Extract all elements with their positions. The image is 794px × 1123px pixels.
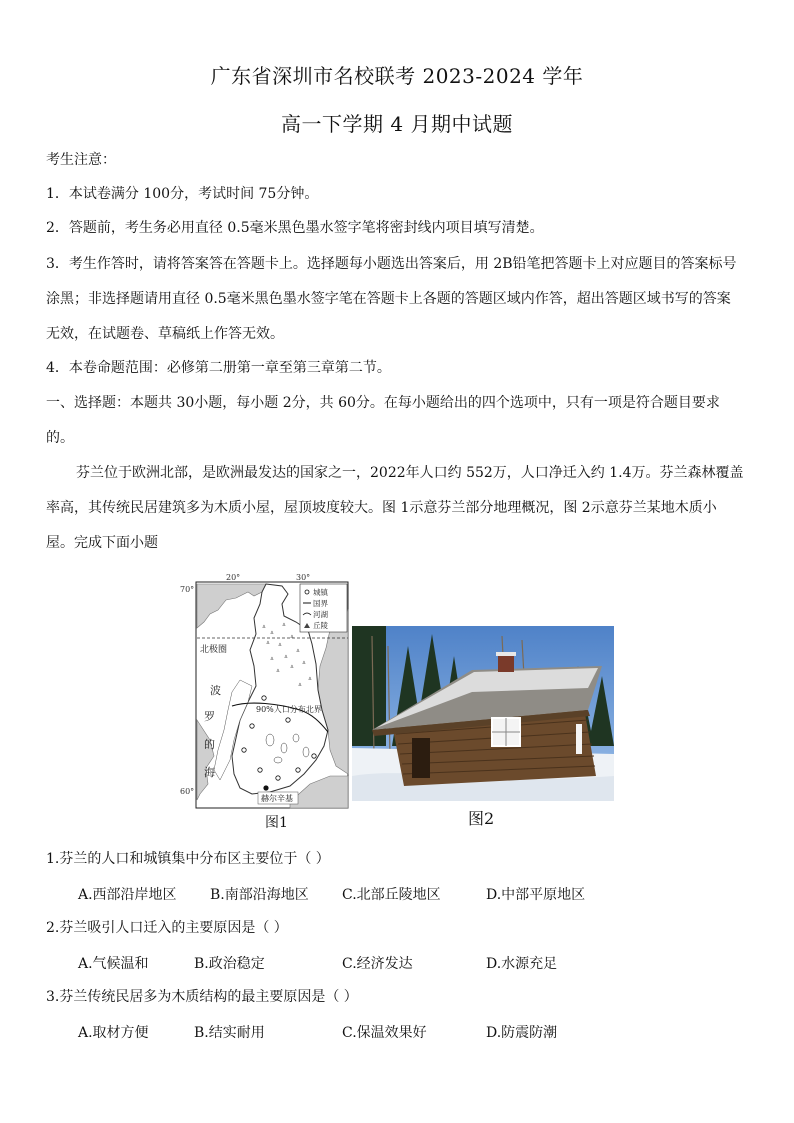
question-1-option-d[interactable]: D.中部平原地区: [486, 887, 586, 903]
question-1-stem: 1.芬兰的人口和城镇集中分布区主要位于（ ）: [46, 851, 330, 867]
passage-line3: 屋。完成下面小题: [46, 535, 158, 551]
map-sea-label-3: 的: [204, 738, 215, 751]
question-3-option-b[interactable]: B.结实耐用: [194, 1025, 265, 1041]
map-lat-70-label: 70°: [180, 585, 195, 594]
section-heading-line2: 的。: [46, 430, 74, 446]
notice-item-3-line1: 3．考生作答时，请将答案答在答题卡上。选择题每小题选出答案后，用 2B铅笔把答题卡上对应题目的答案标号: [46, 256, 737, 272]
map-figure-1: [170, 570, 350, 810]
notice-item-3-line2: 涂黑；非选择题请用直径 0.5毫米黑色墨水签字笔在答题卡上各题的答题区域内作答，超出答题区域书写的答案: [46, 291, 731, 307]
svg-text:ᐞ: ᐞ: [276, 668, 280, 676]
legend-town-label: 城镇: [313, 588, 328, 597]
question-2-options: [78, 953, 678, 973]
map-sea-label-2: 罗: [204, 710, 215, 723]
legend-border-label: 国界: [313, 599, 328, 608]
legend-town-icon: [305, 590, 309, 594]
map-lon-30-label: 30°: [296, 573, 311, 582]
question-3-option-d[interactable]: D.防震防潮: [486, 1025, 558, 1041]
svg-text:ᐞ: ᐞ: [270, 656, 274, 664]
legend-hill-label: 丘陵: [313, 621, 328, 630]
svg-text:ᐞ: ᐞ: [284, 654, 288, 662]
map-lon-20-label: 20°: [226, 573, 241, 582]
figure-1-caption: 图1: [265, 815, 288, 831]
map-arctic-circle-label: 北极圈: [200, 645, 228, 655]
passage-line1: 芬兰位于欧洲北部，是欧洲最发达的国家之一，2022年人口约 552万，人口净迁入约 1.4万。芬兰森林覆盖: [76, 465, 744, 481]
svg-text:ᐞ: ᐞ: [308, 676, 312, 684]
svg-text:ᐞ: ᐞ: [290, 664, 294, 672]
svg-text:ᐞ: ᐞ: [298, 682, 302, 690]
question-3-stem: 3.芬兰传统民居多为木质结构的最主要原因是（ ）: [46, 989, 358, 1005]
question-2-option-a[interactable]: A.气候温和: [78, 956, 149, 972]
question-1-option-c[interactable]: C.北部丘陵地区: [342, 887, 441, 903]
question-2-option-b[interactable]: B.政治稳定: [194, 956, 265, 972]
notice-item-1: 1．本试卷满分 100分，考试时间 75分钟。: [46, 186, 319, 202]
map-sea-label-4: 海: [204, 766, 215, 779]
map-capital-label: 赫尔辛基: [261, 794, 293, 803]
figures: [170, 570, 620, 832]
notice-item-2: 2．答题前，考生务必用直径 0.5毫米黑色墨水签字笔将密封线内项目填写清楚。: [46, 220, 544, 236]
question-2-option-c[interactable]: C.经济发达: [342, 956, 413, 972]
legend-river-label: 河湖: [313, 610, 328, 619]
doc-title-line1: 广东省深圳市名校联考 2023-2024 学年: [210, 64, 584, 88]
svg-text:ᐞ: ᐞ: [262, 624, 266, 632]
question-3-option-a[interactable]: A.取材方便: [78, 1025, 149, 1041]
svg-text:ᐞ: ᐞ: [266, 640, 270, 648]
figure-2-caption: 图2: [468, 809, 495, 828]
svg-text:ᐞ: ᐞ: [282, 622, 286, 630]
notice-item-3-line3: 无效，在试题卷、草稿纸上作答无效。: [46, 326, 284, 342]
svg-text:ᐞ: ᐞ: [290, 634, 294, 642]
map-capital-marker: [263, 785, 268, 790]
map-population-boundary-label: 90%人口分布北界: [256, 705, 322, 714]
question-2-stem: 2.芬兰吸引人口迁入的主要原因是（ ）: [46, 920, 288, 936]
notice-heading: 考生注意：: [46, 152, 116, 168]
svg-text:ᐞ: ᐞ: [296, 648, 300, 656]
question-3-option-c[interactable]: C.保温效果好: [342, 1025, 427, 1041]
question-1-options: [78, 884, 678, 904]
notice-item-4: 4．本卷命题范围：必修第二册第一章至第三章第二节。: [46, 360, 391, 376]
map-lat-60-label: 60°: [180, 787, 195, 796]
question-3-options: [78, 1022, 678, 1042]
question-1-option-a[interactable]: A.西部沿岸地区: [78, 887, 177, 903]
svg-text:ᐞ: ᐞ: [278, 642, 282, 650]
cabin-photo-figure-2: [352, 626, 614, 801]
doc-title-line2: 高一下学期 4 月期中试题: [281, 112, 513, 136]
map-sea-label-1: 波: [210, 684, 221, 697]
svg-text:ᐞ: ᐞ: [270, 630, 274, 638]
section-heading-line1: 一、选择题：本题共 30小题，每小题 2分，共 60分。在每小题给出的四个选项中，只有一项是符合题目要求: [46, 395, 720, 411]
question-2-option-d[interactable]: D.水源充足: [486, 956, 558, 972]
passage-line2: 率高，其传统民居建筑多为木质小屋，屋顶坡度较大。图 1示意芬兰部分地理概况，图 2示意芬兰某地木质小: [46, 500, 717, 516]
svg-text:ᐞ: ᐞ: [302, 660, 306, 668]
question-1-option-b[interactable]: B.南部沿海地区: [210, 887, 309, 903]
